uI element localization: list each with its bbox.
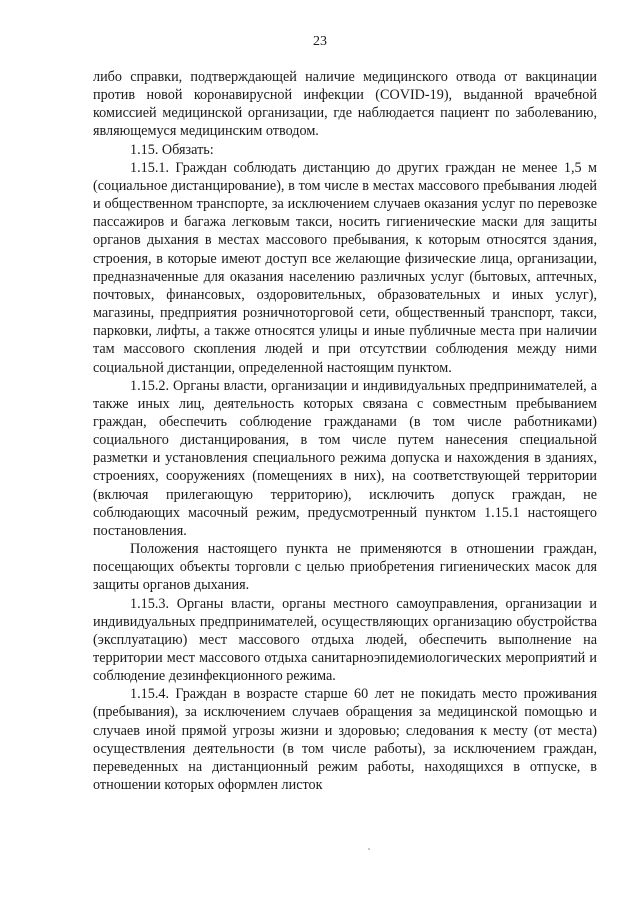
paragraph-1-15-2: 1.15.2. Органы власти, организации и индивидуальных предпринимателей, а также иных лиц, деятельность которых связана с совместным пребыванием граждан, обеспечить соблюдение гражданами (в том числе работниками) социального дистанцирования, в том числе путем нанесения специальной разметки и установления специального режима допуска и нахождения в зданиях, строениях, сооружениях (помещениях в них), на соответствующей территории (включая прилегающую территорию), исключить допуск граждан, не соблюдающих масочный режим, предусмотренный пунктом 1.15.1 настоящего постановления. xyxy=(93,377,597,539)
paragraph-1-15-3: 1.15.3. Органы власти, органы местного самоуправления, организации и индивидуальных предпринимателей, осуществляющих организацию обустройства (эксплуатацию) мест массового отдыха людей, обеспечить выполнение на территории мест массового отдыха санитарноэпидемиологических мероприятий и соблюдение дезинфекционного режима. xyxy=(93,595,597,685)
paragraph-continuation: либо справки, подтверждающей наличие медицинского отвода от вакцинации против новой коронавирусной инфекции (COVID-19), выданной врачебной комиссией медицинской организации, где наблюдается пациент по заболеванию, являющемуся медицинским отводом. xyxy=(93,69,597,140)
paragraph-1-15-2-note: Положения настоящего пункта не применяются в отношении граждан, посещающих объекты торговли с целью приобретения гигиенических масок для защиты органов дыхания. xyxy=(93,541,597,594)
paragraph-1-15-1: 1.15.1. Граждан соблюдать дистанцию до других граждан не менее 1,5 м (социальное дистанцирование), в том числе в местах массового пребывания людей и общественном транспорте, за исключением случаев оказания услуг по перевозке пассажиров и багажа легковым такси, носить гигиенические маски для защиты органов дыхания в местах массового пребывания, к которым относятся здания, строения, в которые имеют доступ все желающие физические лица, организации, предназначенные для оказания населению различных услуг (бытовых, аптечных, почтовых, финансовых, оздоровительных, образовательных и иных услуг), магазины, предприятия розничноторговой сети, общественный транспорт, такси, парковки, лифты, а также относятся улицы и иные публичные места при наличии там массового скопления людей и при отсутствии соблюдения между ними социальной дистанции, определенной настоящим пунктом. xyxy=(93,159,597,376)
paragraph-1-15-4: 1.15.4. Граждан в возрасте старше 60 лет не покидать место проживания (пребывания), за исключением случаев обращения за медицинской помощью и случаев иной прямой угрозы жизни и здоровью; следования к месту (от места) осуществления деятельности (в том числе работы), за исключением граждан, переведенных на дистанционный режим работы, находящихся в отпуске, в отношении которых оформлен листок xyxy=(93,686,597,794)
scan-artifact xyxy=(368,848,370,850)
page-number: 23 xyxy=(313,34,327,49)
document-body xyxy=(93,68,597,794)
paragraph-1-15: 1.15. Обязать: xyxy=(130,141,214,158)
